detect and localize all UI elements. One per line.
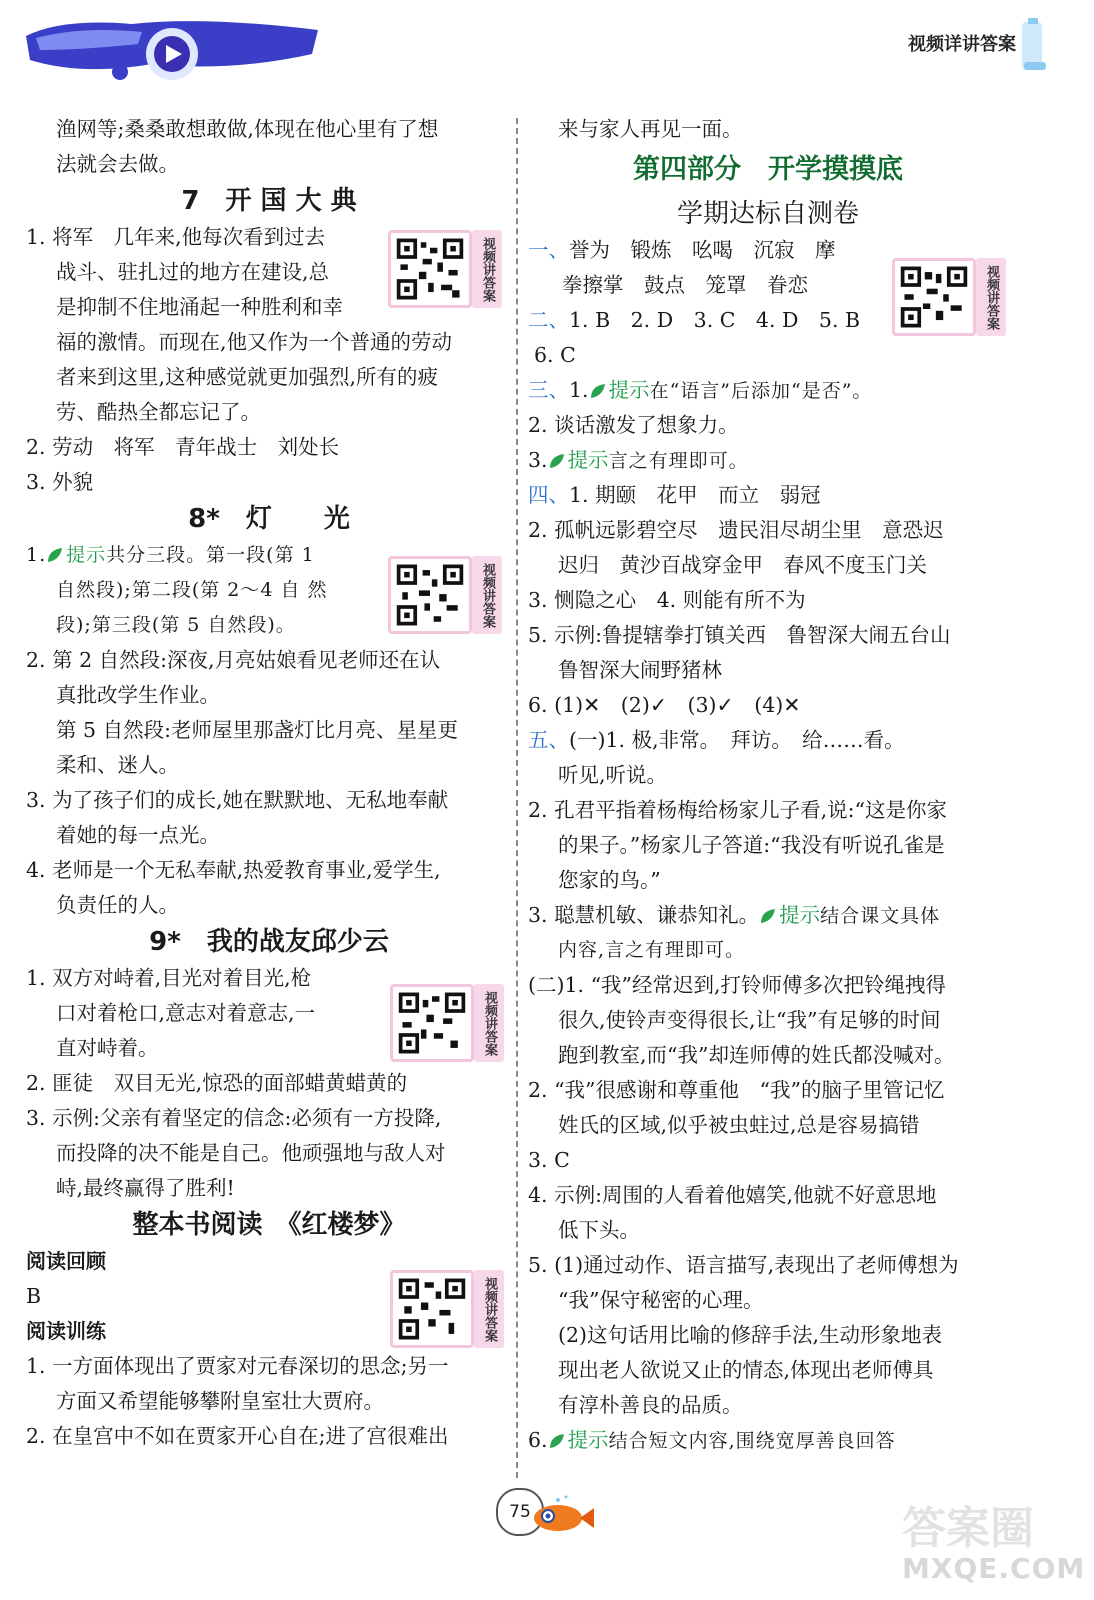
subsection-label: 阅读回顾 <box>26 1249 106 1273</box>
qr-code[interactable] <box>390 984 508 1062</box>
text-line: 很久,使铃声变得很长,让“我”有足够的时间 <box>558 1008 941 1032</box>
qr-label: 视频讲答案 <box>474 1270 504 1348</box>
text-line: 第 5 自然段:老师屋里那盏灯比月亮、星星更 <box>56 718 458 742</box>
text-line: 5. 示例:鲁提辖拳打镇关西 鲁智深大闹五台山 <box>528 623 951 647</box>
qr-label: 视频讲答案 <box>472 230 502 308</box>
qr-code-icon <box>390 984 474 1062</box>
qr-code[interactable] <box>388 230 506 308</box>
text-line: 3. 示例:父亲有着坚定的信念:必须有一方投降, <box>26 1106 442 1130</box>
text-line: 有淳朴善良的品质。 <box>558 1393 743 1417</box>
test-title: 学期达标自测卷 <box>676 199 859 229</box>
item-number: 3. <box>528 448 548 472</box>
answer-text: 3. 聪慧机敏、谦恭知礼。 <box>528 903 760 927</box>
text-line: 1. 将军 几年来,他每次看到过去 <box>26 225 326 249</box>
text-line: 是抑制不住地涌起一种胜利和幸 <box>56 295 343 319</box>
qr-code[interactable] <box>390 1270 508 1348</box>
hint-label: 提示 <box>779 903 821 927</box>
header-title: 视频详讲答案 <box>908 34 1016 55</box>
text-line: 段);第三段(第 5 自然段)。 <box>56 614 296 636</box>
text-line: 拳擦掌 鼓点 笼罩 眷恋 <box>562 273 808 297</box>
text-line: 您家的鸟。” <box>558 868 661 892</box>
text-line: 听见,听说。 <box>558 763 668 787</box>
text-line: 2. 谈话激发了想象力。 <box>528 413 739 437</box>
text-line: 2. 孔君平指着杨梅给杨家儿子看,说:“这是你家 <box>528 798 947 822</box>
text-line: 2. 第 2 自然段:深夜,月亮姑娘看见老师还在认 <box>26 648 441 672</box>
text-line: 2. 孤帆远影碧空尽 遗民泪尽胡尘里 意恐迟 <box>528 518 944 542</box>
text-line: 福的激情。而现在,他又作为一个普通的劳动 <box>56 330 453 354</box>
hint-text: 言之有理即可。 <box>608 450 749 472</box>
text-line: 峙,最终赢得了胜利! <box>56 1176 235 1200</box>
text-line: 5. (1)通过动作、语言描写,表现出了老师傅想为 <box>528 1253 959 1277</box>
hint-text: 结合短文内容,围绕宽厚善良回答 <box>608 1430 896 1452</box>
text-line: 2. 在皇宫中不如在贾家开心自在;进了宫很难出 <box>26 1424 449 1448</box>
subsection-label: 阅读训练 <box>26 1319 106 1343</box>
text-line: (2)这句话用比喻的修辞手法,生动形象地表 <box>558 1323 943 1347</box>
hint-label: 提示 <box>66 544 107 566</box>
section-heading: 整本书阅读 《红楼梦》 <box>132 1210 406 1240</box>
item-number: 6. <box>528 1428 548 1452</box>
text-line: 2. “我”很感谢和尊重他 “我”的脑子里管记忆 <box>528 1078 945 1102</box>
text-line: 内容,言之有理即可。 <box>558 939 746 961</box>
qr-code[interactable] <box>388 556 506 634</box>
text-line <box>528 898 1008 933</box>
answer-text: 誉为 锻炼 吆喝 沉寂 摩 <box>569 238 836 262</box>
text-line: 2. 匪徒 双目无光,惊恐的面部蜡黄蜡黄的 <box>26 1071 408 1095</box>
hint-text: 共分三段。第一段(第 1 <box>106 544 315 566</box>
page-number: 75 <box>496 1488 544 1536</box>
text-line <box>528 478 1008 513</box>
qr-label: 视频讲答案 <box>472 556 502 634</box>
watermark-logo: 答案圈 <box>902 1503 1034 1554</box>
text-line: 1. 一方面体现出了贾家对元春深切的思念;另一 <box>26 1354 449 1378</box>
text-line: 2. 劳动 将军 青年战士 刘处长 <box>26 435 340 459</box>
text-line: 姓氏的区域,似乎被虫蛀过,总是容易搞错 <box>558 1113 920 1137</box>
text-line: 者来到这里,这种感觉就更加强烈,所有的疲 <box>56 365 439 389</box>
hint-leaf-icon <box>548 452 566 470</box>
text-line: 来与家人再见一面。 <box>558 117 743 141</box>
text-line: B <box>26 1284 42 1308</box>
text-line <box>528 723 1008 758</box>
hint-leaf-icon <box>548 1432 566 1450</box>
text-line: 的果子。”杨家儿子答道:“我没有听说孔雀是 <box>558 833 945 857</box>
hint-leaf-icon <box>759 907 777 925</box>
qr-code-icon <box>892 258 976 336</box>
text-line <box>528 443 1008 478</box>
text-line: 4. 老师是一个无私奉献,热爱教育事业,爱学生, <box>26 858 441 882</box>
item-number: 1. <box>569 378 589 402</box>
section-heading: 9* 我的战友邱少云 <box>149 927 389 957</box>
text-line: 而投降的决不能是自己。他顽强地与敌人对 <box>56 1141 446 1165</box>
section-number: 三、 <box>528 378 569 402</box>
answer-text: 1. 期颐 花甲 而立 弱冠 <box>569 483 821 507</box>
hint-text: 结合课文具体 <box>820 905 941 927</box>
text-line: 柔和、迷人。 <box>56 753 179 777</box>
answer-text: 1. B 2. D 3. C 4. D 5. B <box>569 308 861 332</box>
text-line: 自然段);第二段(第 2～4 自 然 <box>56 579 328 601</box>
text-line: 6. (1)✕ (2)✓ (3)✓ (4)✕ <box>528 693 801 717</box>
text-line: 现出老人欲说又止的情态,体现出老师傅具 <box>558 1358 934 1382</box>
text-line: 3. 外貌 <box>26 470 94 494</box>
text-line: 直对峙着。 <box>56 1036 159 1060</box>
header-decoration-icon <box>1020 18 1050 74</box>
text-line: 渔网等;桑桑敢想敢做,体现在他心里有了想 <box>56 117 439 141</box>
qr-label: 视频讲答案 <box>976 258 1006 336</box>
text-line: 跑到教室,而“我”却连师傅的姓氏都没喊对。 <box>558 1043 955 1067</box>
text-line: 鲁智深大闹野猪林 <box>558 658 722 682</box>
text-line: 6. C <box>534 343 576 367</box>
text-line <box>528 1423 1008 1458</box>
text-line: (二)1. “我”经常迟到,打铃师傅多次把铃绳拽得 <box>528 973 947 997</box>
text-line: 3. C <box>528 1148 570 1172</box>
hint-leaf-icon <box>589 382 607 400</box>
text-line: 法就会去做。 <box>56 152 179 176</box>
text-line: 真批改学生作业。 <box>56 683 220 707</box>
text-line: 负责任的人。 <box>56 893 179 917</box>
watermark-url: MXQE.COM <box>902 1552 1086 1585</box>
hint-label: 提示 <box>567 448 609 472</box>
qr-code-icon <box>390 1270 474 1348</box>
text-line: 口对着枪口,意志对着意志,一 <box>56 1001 316 1025</box>
text-line: 着她的每一点光。 <box>56 823 220 847</box>
section-number: 四、 <box>528 483 569 507</box>
item-number: 1. <box>26 544 47 566</box>
text-line: “我”保守秘密的心理。 <box>558 1288 764 1312</box>
qr-code-icon <box>388 556 472 634</box>
qr-label: 视频讲答案 <box>474 984 504 1062</box>
qr-code[interactable] <box>892 258 1010 336</box>
text-line: 4. 示例:周围的人看着他嬉笑,他就不好意思地 <box>528 1183 937 1207</box>
section-number: 一、 <box>528 238 569 262</box>
text-line: 低下头。 <box>558 1218 640 1242</box>
hint-label: 提示 <box>608 378 650 402</box>
text-line: 1. 双方对峙着,目光对着目光,枪 <box>26 966 312 990</box>
text-line: 迟归 黄沙百战穿金甲 春风不度玉门关 <box>558 553 927 577</box>
answer-text: (一)1. 极,非常。 拜访。 给……看。 <box>569 728 905 752</box>
hint-label: 提示 <box>567 1428 609 1452</box>
hint-text: 在“语言”后添加“是否”。 <box>649 380 873 402</box>
text-line: 3. 为了孩子们的成长,她在默默地、无私地奉献 <box>26 788 449 812</box>
text-line: 战斗、驻扎过的地方在建设,总 <box>56 260 330 284</box>
section-heading: 8* 灯 光 <box>188 504 350 534</box>
text-line: 3. 恻隐之心 4. 则能有所不为 <box>528 588 806 612</box>
qr-code-icon <box>388 230 472 308</box>
left-column <box>26 112 512 1454</box>
part-title: 第四部分 开学摸摸底 <box>633 154 903 185</box>
fish-submarine-icon <box>528 1494 594 1534</box>
header-banner-image <box>22 14 322 84</box>
section-number: 五、 <box>528 728 569 752</box>
column-divider <box>516 118 518 1478</box>
text-line <box>528 373 1008 408</box>
text-line: 方面又希望能够攀附皇室壮大贾府。 <box>56 1389 384 1413</box>
section-number: 二、 <box>528 308 569 332</box>
text-line: 劳、酷热全都忘记了。 <box>56 400 261 424</box>
hint-leaf-icon <box>46 546 64 564</box>
section-heading: 7 开 国 大 典 <box>181 186 357 216</box>
